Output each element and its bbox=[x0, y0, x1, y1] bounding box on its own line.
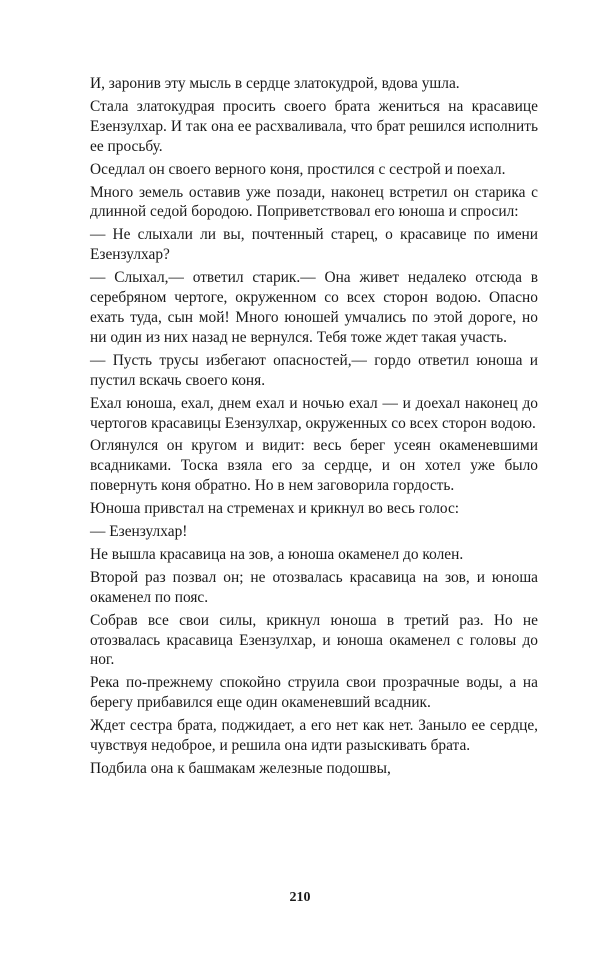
paragraph-13: Второй раз позвал он; не отозвалась красавица на зов, и юноша окаменел по пояс. bbox=[90, 568, 538, 606]
paragraph-2: Стала златокудрая просить своего брата жениться на красавице Езензулхар. И так она ее расхваливала, что брат решился исполнить ее просьбу. bbox=[90, 97, 538, 155]
page-body bbox=[90, 74, 538, 782]
paragraph-6: — Слыхал,— ответил старик.— Она живет недалеко отсюда в серебряном чертоге, окруженном со всех сторон водою. Опасно ехать туда, сын мой! Много юношей умчались по этой дороге, но ни один из них назад не вернулся. Тебя тоже ждет такая участь. bbox=[90, 269, 538, 346]
page-number: 210 bbox=[289, 890, 311, 905]
paragraph-16: Ждет сестра брата, поджидает, а его нет как нет. Заныло ее сердце, чувствуя недоброе, и решила она идти разыскивать брата. bbox=[90, 717, 538, 755]
paragraph-15: Река по-прежнему спокойно струила свои прозрачные воды, а на берегу прибавился еще один окаменевший всадник. bbox=[90, 674, 538, 712]
paragraph-3: Оседлал он своего верного коня, простился с сестрой и поехал. bbox=[90, 160, 506, 178]
paragraph-17: Подбила она к башмакам железные подошвы, bbox=[90, 760, 391, 777]
paragraph-8: Ехал юноша, ехал, днем ехал и ночью ехал — и доехал наконец до чертогов красавицы Езензулхар, окруженных со всех сторон водою. bbox=[90, 394, 538, 432]
paragraph-4: Много земель оставив уже позади, наконец встретил он старика с длинной седой бородою. Поприветствовал его юноша и спросил: bbox=[90, 183, 538, 221]
paragraph-11: — Езензулхар! bbox=[90, 523, 188, 541]
paragraph-5: — Не слыхали ли вы, почтенный старец, о красавице по имени Езензулхар? bbox=[90, 226, 538, 264]
paragraph-7: — Пусть трусы избегают опасностей,— гордо ответил юноша и пустил вскачь своего коня. bbox=[90, 351, 538, 389]
paragraph-1: И, заронив эту мысль в сердце златокудрой, вдова ушла. bbox=[90, 75, 460, 92]
paragraph-10: Юноша привстал на стременах и крикнул во весь голос: bbox=[90, 500, 460, 518]
paragraph-9: Оглянулся он кругом и видит: весь берег усеян окаменевшими всадниками. Тоска взяла его за сердце, и он хотел уже было повернуть коня обратно. Но в нем заговорила гордость. bbox=[90, 437, 538, 495]
paragraph-14: Собрав все свои силы, крикнул юноша в третий раз. Но не отозвалась красавица Езензулхар, и юноша окаменел с головы до ног. bbox=[90, 611, 538, 669]
paragraph-12: Не вышла красавица на зов, а юноша окаменел до колен. bbox=[90, 545, 464, 563]
